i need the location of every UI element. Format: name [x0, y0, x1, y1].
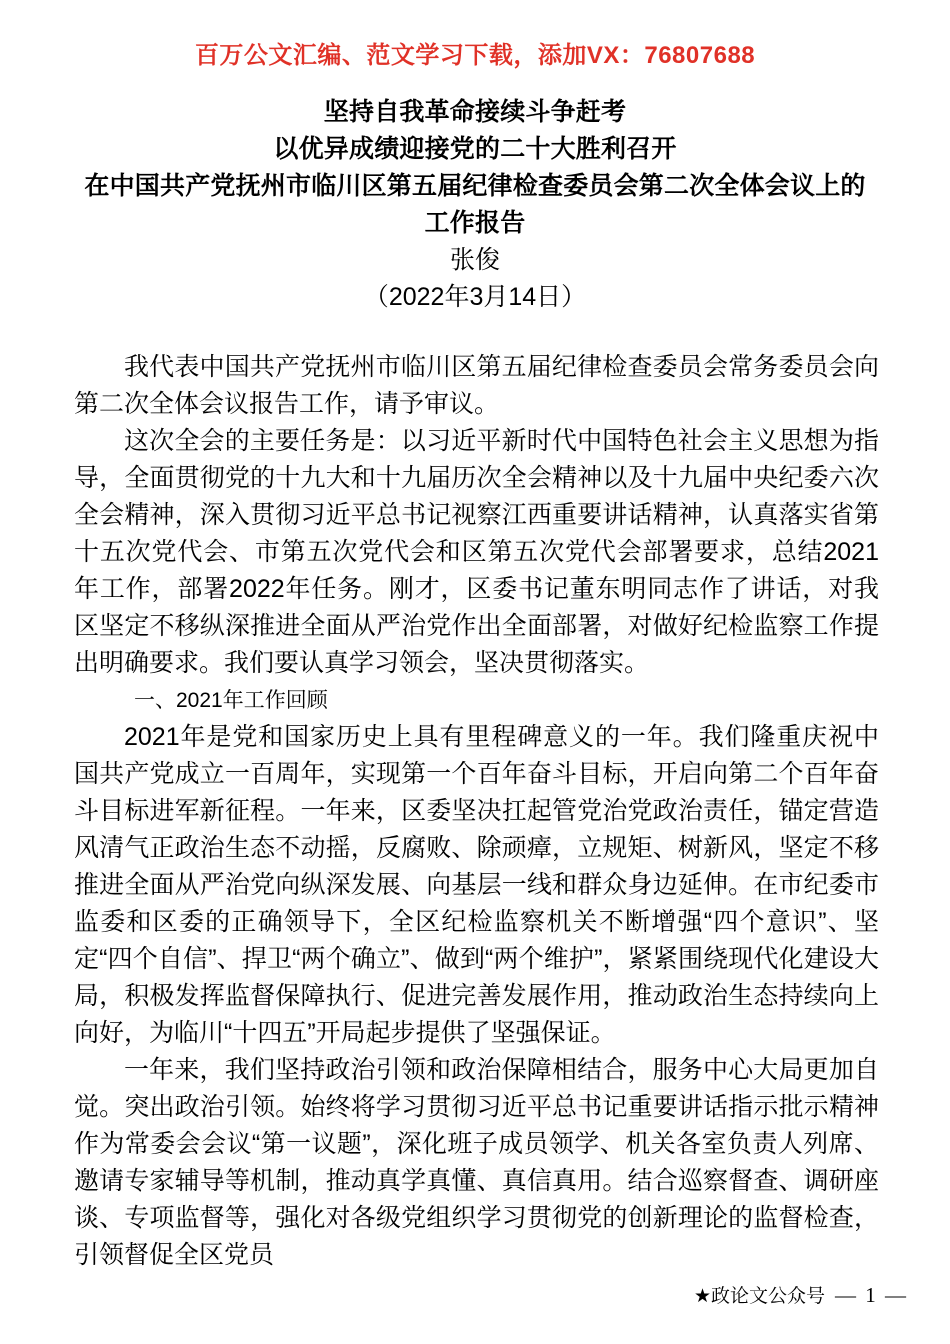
- paragraph-4: 一年来，我们坚持政治引领和政治保障相结合，服务中心大局更加自觉。突出政治引领。始终将学习贯彻习近平总书记重要讲话指示批示精神作为常委会会议“第一议题”，深化班子成员领学、机关各室负责人列席、邀请专家辅导等机制，推动真学真懂、真信真用。结合巡察督查、调研座谈、专项监督等，强化对各级党组织学习贯彻党的创新理论的监督检查，引领督促全区党员: [74, 1056, 879, 1269]
- document-title-line-2: 以优异成绩迎接党的二十大胜利召开: [273, 135, 677, 163]
- document-author: 张俊: [449, 246, 500, 274]
- document-title-line-1: 坚持自我革命接续斗争赶考: [323, 98, 627, 126]
- paragraph-3: 2021年是党和国家历史上具有里程碑意义的一年。我们隆重庆祝中国共产党成立一百周年，实现第一个百年奋斗目标，开启向第二个百年奋斗目标进军新征程。一年来，区委坚决扛起管党治党政治责任，锚定营造风清气正政治生态不动摇，反腐败、除顽瘴，立规矩、树新风，坚定不移推进全面从严治党向纵深发展、向基层一线和群众身边延伸。在市纪委市监委和区委的正确领导下，全区纪检监察机关不断增强“四个意识”、坚定“四个自信”、捍卫“两个确立”、做到“两个维护”，紧紧围绕现代化建设大局，积极发挥监督保障执行、促进完善发展作用，推动政治生态持续向上向好，为临川“十四五”开局起步提供了坚强保证。: [74, 723, 879, 1047]
- document-body: [74, 349, 879, 1274]
- title-block: [73, 94, 877, 316]
- footer-inner: [694, 1281, 908, 1311]
- paragraph-2: 这次全会的主要任务是：以习近平新时代中国特色社会主义思想为指导，全面贯彻党的十九大和十九届历次全会精神以及十九届中央纪委六次全会精神，深入贯彻习近平总书记视察江西重要讲话精神，认真落实省第十五次党代会、市第五次党代会和区第五次党代会部署要求，总结2021年工作，部署2022年任务。刚才，区委书记董东明同志作了讲话，对我区坚定不移纵深推进全面从严治党作出全面部署，对做好纪检监察工作提出明确要求。我们要认真学习领会，坚决贯彻落实。: [74, 427, 879, 677]
- section-heading-1: 一、2021年工作回顾: [134, 689, 328, 712]
- page-number: — 1 —: [835, 1283, 908, 1307]
- promo-banner: 百万公文汇编、范文学习下载，添加VX：76807688: [194, 42, 756, 69]
- document-title-line-3: 在中国共产党抚州市临川区第五届纪律检查委员会第二次全体会议上的工作报告: [84, 172, 866, 237]
- page-footer: [0, 1281, 950, 1315]
- document-date: （2022年3月14日）: [363, 283, 587, 311]
- paragraph-1: 我代表中国共产党抚州市临川区第五届纪律检查委员会常务委员会向第二次全体会议报告工作，请予审议。: [74, 353, 879, 418]
- footer-watermark: ★政论文公众号: [693, 1286, 825, 1307]
